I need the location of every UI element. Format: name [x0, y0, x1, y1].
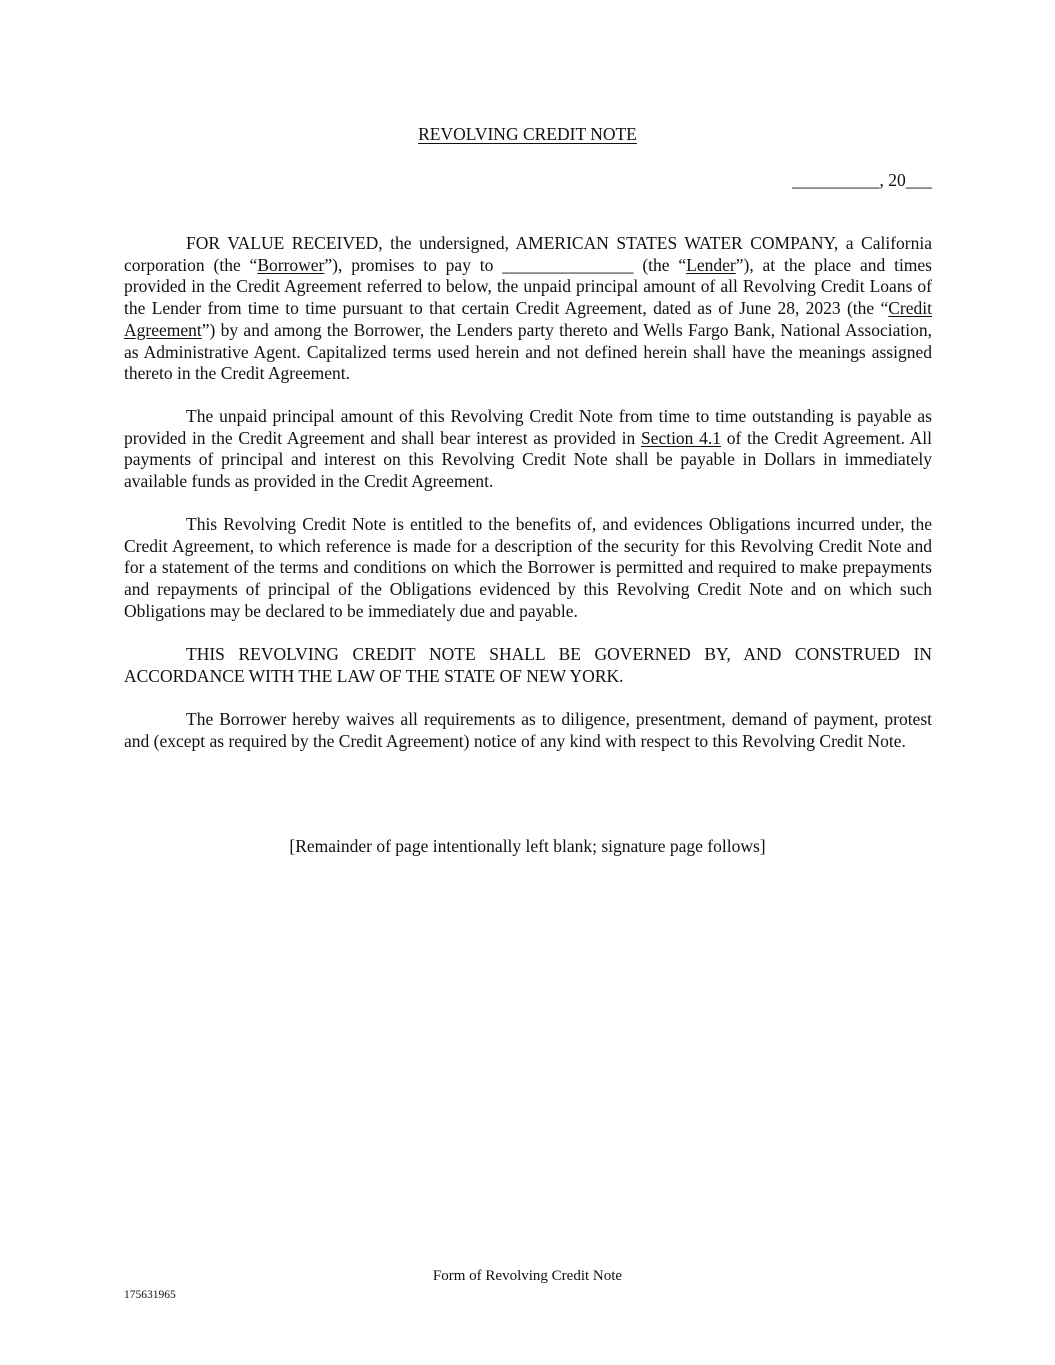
- p3-text: This Revolving Credit Note is entitled to the benefits of, and evidences Obligations incurred under, the Credit Agreement, to which reference is made for a description of the security for this Revolving Credit Note and for a statement of the terms and conditions on which the Borrower is permitted and required to make prepayments and repayments of principal of the Obligations evidenced by this Revolving Credit Note and on which such Obligations may be declared to be immediately due and payable.: [124, 514, 932, 621]
- defined-term-borrower: Borrower: [257, 254, 325, 275]
- paragraph-governing-law: [124, 644, 932, 687]
- document-title: REVOLVING CREDIT NOTE: [418, 124, 637, 144]
- p1-text-3: ”), at the place and times provided in the Credit Agreement referred to below, the unpaid principal amount of all Revolving Credit Loans of the Lender from time to time pursuant to that certain Credit Agreement, dated as of June 28, 2023 (the “: [124, 254, 932, 319]
- paragraph-benefits: [124, 514, 932, 623]
- p4-text: THIS REVOLVING CREDIT NOTE SHALL BE GOVERNED BY, AND CONSTRUED IN ACCORDANCE WITH THE LAW OF THE STATE OF NEW YORK.: [124, 644, 932, 686]
- paragraph-waiver: [124, 709, 932, 752]
- date-line: __________, 20___: [792, 170, 932, 190]
- section-reference: Section 4.1: [640, 427, 722, 448]
- p1-text-2: ”), promises to pay to _______________ (the “: [324, 254, 687, 275]
- p1-text-1: FOR VALUE RECEIVED, the undersigned, AMERICAN STATES WATER COMPANY, a California corporation (the “: [124, 233, 932, 275]
- paragraph-value-received: [124, 233, 932, 385]
- defined-term-lender: Lender: [686, 254, 736, 275]
- footer-title: Form of Revolving Credit Note: [432, 1268, 623, 1284]
- p5-text: The Borrower hereby waives all requirements as to diligence, presentment, demand of payment, protest and (except as required by the Credit Agreement) notice of any kind with respect to this Revolving Credit Note.: [124, 709, 932, 751]
- document-id: 175631965: [124, 1289, 176, 1301]
- p2-text-2: of the Credit Agreement. All payments of principal and interest on this Revolving Credit Note shall be payable in Dollars in immediately available funds as provided in the Credit Agreement.: [124, 427, 932, 492]
- paragraph-principal-interest: [124, 406, 932, 493]
- p2-text-1: The unpaid principal amount of this Revolving Credit Note from time to time outstanding is payable as provided in the Credit Agreement and shall bear interest as provided in: [124, 406, 932, 448]
- p1-text-4: ”) by and among the Borrower, the Lenders party thereto and Wells Fargo Bank, National Association, as Administrative Agent. Capitalized terms used herein and not defined herein shall have the meanings assigned thereto in the Credit Agreement.: [124, 319, 932, 384]
- defined-term-credit-agreement: Credit Agreement: [124, 298, 932, 340]
- remainder-note: [Remainder of page intentionally left blank; signature page follows]: [289, 836, 766, 856]
